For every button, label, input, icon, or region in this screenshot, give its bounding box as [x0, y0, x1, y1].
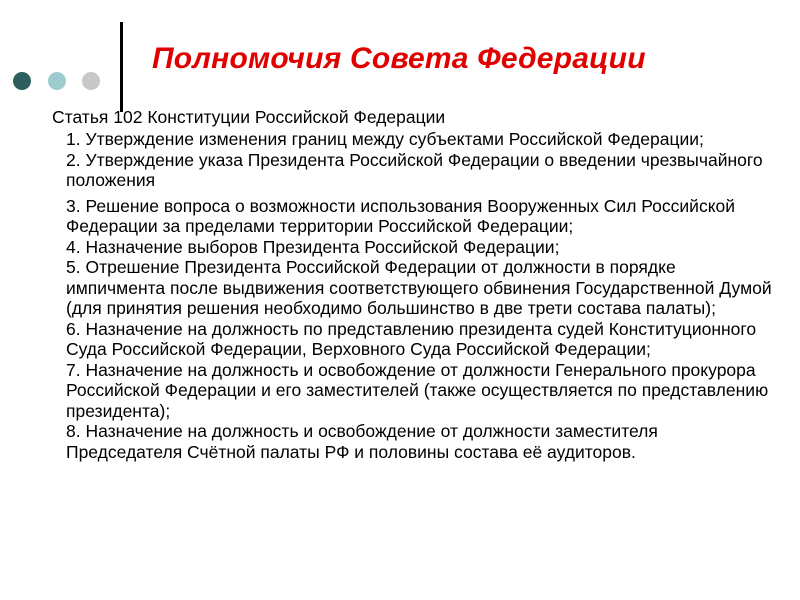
- vertical-rule: [120, 22, 123, 112]
- list-item: 8. Назначение на должность и освобождение от должности заместителя Председателя Счётной палаты РФ и половины состава её аудиторов.: [66, 421, 658, 462]
- list-item: 7. Назначение на должность и освобождение от должности Генерального прокурора Российской Федерации и его заместителей (также осуществляется по представлению президента);: [66, 359, 769, 421]
- list-item: 3. Решение вопроса о возможности использования Вооруженных Сил Российской Федерации за пределами территории Российской Федерации;: [66, 195, 736, 236]
- list-item: 5. Отрешение Президента Российской Федерации от должности в порядке импичмента после выдвижения соответствующего обвинения Государственной Думой (для принятия решения необходимо большинство в две трети состава палаты);: [66, 257, 772, 318]
- list-item: 6. Назначение на должность по представлению президента судей Конституционного Суда Российской Федерации, Верховного Суда Российской Федерации;: [66, 318, 757, 359]
- light-teal-dot-icon: [48, 72, 66, 90]
- dark-teal-dot-icon: [13, 72, 31, 90]
- slide-title: Полномочия Совета Федерации: [152, 42, 646, 75]
- slide-subtitle: Статья 102 Конституции Российской Федерации: [52, 107, 446, 127]
- gray-dot-icon: [82, 72, 100, 90]
- list-item: 1. Утверждение изменения границ между субъектами Российской Федерации;: [66, 129, 704, 149]
- list-item: 4. Назначение выборов Президента Российской Федерации;: [66, 236, 560, 257]
- list-item: 2. Утверждение указа Президента Российской Федерации о введении чрезвычайного положения: [66, 149, 763, 190]
- powers-list: [66, 129, 778, 462]
